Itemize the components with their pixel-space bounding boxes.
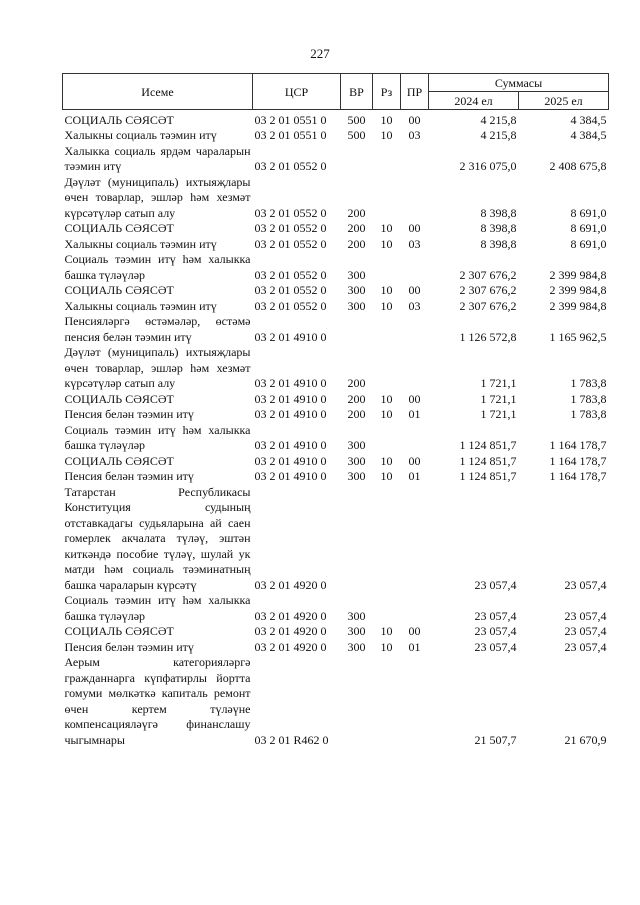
csr-cell: 03 2 01 0552 0: [254, 221, 327, 235]
amount-2025-cell: 2 399 984,8: [549, 283, 607, 297]
amount-2025-cell: 2 399 984,8: [549, 267, 607, 282]
csr-cell: 03 2 01 4910 0: [254, 453, 327, 468]
amount-2025-cell: 1 783,8: [570, 407, 607, 421]
amount-2025-cell: 1 164 178,7: [549, 453, 607, 468]
table-header: [63, 74, 609, 110]
table-row: [63, 423, 609, 454]
amount-2024-cell: 1 721,1: [480, 376, 517, 390]
amount-2024-cell: 1 721,1: [480, 407, 517, 421]
name-cell: Социаль тәэмин итү һәм халыкка башка түләүләр: [64, 422, 251, 452]
vr-cell: 300: [347, 608, 366, 623]
table-row: [63, 485, 609, 594]
vr-cell: 300: [347, 469, 366, 483]
vr-cell: 300: [347, 298, 366, 313]
amount-2024-cell: 2 307 676,2: [459, 283, 517, 297]
pr-cell: 03: [408, 298, 421, 313]
amount-2025-cell: 1 164 178,7: [549, 438, 607, 452]
csr-cell: 03 2 01 0552 0: [254, 205, 327, 220]
vr-cell: 200: [347, 376, 366, 390]
rz-cell: [373, 252, 401, 283]
table-row: [63, 407, 609, 423]
rz-cell: [373, 485, 401, 594]
pr-cell: [401, 345, 429, 392]
rz-cell: 10: [380, 639, 393, 654]
amount-2024-cell: 21 507,7: [474, 732, 517, 747]
pr-cell: 03: [408, 236, 421, 251]
name-cell: Аерым категорияләргә гражданнарга күпфатирлы йортта гомуми мөлкәткә капиталь ремонт өчен кертем түләүне компенсацияләүгә финанслашу чыгымнары: [64, 655, 251, 747]
rz-cell: 10: [380, 453, 393, 468]
table-row: [63, 110, 609, 129]
pr-cell: [401, 423, 429, 454]
vr-cell: 300: [347, 453, 366, 468]
amount-2025-cell: 8 691,0: [570, 221, 607, 235]
amount-2025-cell: 1 783,8: [570, 391, 607, 406]
table-row: [63, 640, 609, 656]
name-cell: СОЦИАЛЬ СӘЯСӘТ: [64, 624, 174, 638]
table-row: [63, 314, 609, 345]
csr-cell: 03 2 01 4920 0: [254, 608, 327, 623]
rz-cell: [373, 593, 401, 624]
csr-cell: 03 2 01 4910 0: [254, 469, 327, 483]
header-vr: ВР: [341, 74, 373, 110]
pr-cell: 00: [408, 221, 421, 235]
rz-cell: 10: [380, 283, 393, 297]
name-cell: СОЦИАЛЬ СӘЯСӘТ: [64, 112, 174, 127]
vr-cell: [341, 485, 373, 594]
vr-cell: 500: [347, 112, 366, 127]
name-cell: Татарстан Республикасы Конституция судының отставкадагы судьяларына ай саен гомерлек акчалата түләү, эштән киткәндә пособие түләү, шулай ук матди һәм социаль тәэминатның башка чараларын күрсәтү: [64, 484, 251, 592]
pr-cell: [401, 655, 429, 748]
name-cell: СОЦИАЛЬ СӘЯСӘТ: [64, 221, 174, 235]
table-body: [63, 110, 609, 749]
pr-cell: 03: [408, 128, 421, 142]
rz-cell: 10: [380, 624, 393, 638]
amount-2024-cell: 8 398,8: [480, 236, 517, 251]
rz-cell: [373, 345, 401, 392]
amount-2025-cell: 1 164 178,7: [549, 469, 607, 483]
amount-2025-cell: 1 783,8: [570, 376, 607, 390]
vr-cell: [341, 144, 373, 175]
amount-2024-cell: 2 316 075,0: [459, 159, 517, 173]
name-cell: Халыкка социаль ярдәм чараларын тәэмин итү: [64, 143, 251, 173]
pr-cell: 00: [408, 391, 421, 406]
amount-2024-cell: 2 307 676,2: [459, 267, 517, 282]
rz-cell: 10: [380, 298, 393, 313]
header-csr: ЦСР: [253, 74, 341, 110]
csr-cell: 03 2 01 0551 0: [254, 112, 327, 127]
amount-2025-cell: 4 384,5: [570, 128, 607, 142]
vr-cell: [341, 655, 373, 748]
vr-cell: [341, 314, 373, 345]
rz-cell: [373, 655, 401, 748]
name-cell: Халыкны социаль тәэмин итү: [64, 298, 217, 313]
table-row: [63, 345, 609, 392]
amount-2024-cell: 23 057,4: [474, 639, 517, 654]
header-pr: ПР: [401, 74, 429, 110]
name-cell: СОЦИАЛЬ СӘЯСӘТ: [64, 453, 174, 468]
amount-2025-cell: 23 057,4: [564, 608, 607, 623]
pr-cell: [401, 144, 429, 175]
name-cell: Пенсияләргә өстәмәләр, өстәмә пенсия белән тәэмин итү: [64, 314, 251, 344]
rz-cell: 10: [380, 236, 393, 251]
csr-cell: 03 2 01 4910 0: [254, 329, 327, 344]
table-row: [63, 624, 609, 640]
table-row: [63, 237, 609, 253]
name-cell: Дәүләт (муниципаль) ихтыяҗлары өчен товарлар, эшләр һәм хезмәт күрсәтүләр сатып алу: [64, 345, 251, 390]
rz-cell: 10: [380, 221, 393, 235]
table-row: [63, 469, 609, 485]
pr-cell: [401, 252, 429, 283]
rz-cell: [373, 175, 401, 222]
rz-cell: 10: [380, 407, 393, 421]
name-cell: Социаль тәэмин итү һәм халыкка башка түләүләр: [64, 593, 251, 623]
pr-cell: 00: [408, 112, 421, 127]
pr-cell: 00: [408, 624, 421, 638]
csr-cell: 03 2 01 4910 0: [254, 391, 327, 406]
csr-cell: 03 2 01 R462 0: [254, 732, 329, 747]
csr-cell: 03 2 01 0552 0: [254, 236, 327, 251]
name-cell: Дәүләт (муниципаль) ихтыяҗлары өчен товарлар, эшләр һәм хезмәт күрсәтүләр сатып алу: [64, 174, 251, 220]
amount-2024-cell: 8 398,8: [480, 205, 517, 220]
name-cell: Халыкны социаль тәэмин итү: [64, 236, 217, 251]
header-year-2025: 2025 ел: [519, 92, 609, 110]
vr-cell: 200: [347, 391, 366, 406]
csr-cell: 03 2 01 4920 0: [254, 624, 327, 638]
amount-2025-cell: 4 384,5: [570, 112, 607, 127]
pr-cell: [401, 175, 429, 222]
table-row: [63, 454, 609, 470]
vr-cell: 300: [347, 283, 366, 297]
csr-cell: 03 2 01 0552 0: [254, 298, 327, 313]
csr-cell: 03 2 01 0552 0: [254, 267, 327, 282]
name-cell: СОЦИАЛЬ СӘЯСӘТ: [64, 283, 174, 297]
vr-cell: 200: [347, 236, 366, 251]
amount-2024-cell: 1 124 851,7: [459, 438, 517, 452]
amount-2025-cell: 23 057,4: [564, 639, 607, 654]
table-row: [63, 392, 609, 408]
amount-2024-cell: 2 307 676,2: [459, 298, 517, 313]
header-rz: Рз: [373, 74, 401, 110]
amount-2025-cell: 23 057,4: [564, 624, 607, 638]
csr-cell: 03 2 01 4920 0: [254, 577, 327, 592]
vr-cell: 300: [347, 267, 366, 282]
header-sums: Суммасы: [429, 74, 609, 92]
amount-2024-cell: 23 057,4: [474, 577, 517, 592]
rz-cell: 10: [380, 128, 393, 142]
table-row: [63, 175, 609, 222]
rz-cell: 10: [380, 391, 393, 406]
amount-2025-cell: 8 691,0: [570, 236, 607, 251]
pr-cell: [401, 485, 429, 594]
name-cell: Пенсия белән тәэмин итү: [64, 407, 194, 421]
table-row: [63, 252, 609, 283]
table-row: [63, 283, 609, 299]
csr-cell: 03 2 01 4910 0: [254, 438, 327, 452]
amount-2025-cell: 23 057,4: [564, 577, 607, 592]
amount-2024-cell: 1 721,1: [480, 391, 517, 406]
csr-cell: 03 2 01 0552 0: [254, 283, 327, 297]
amount-2024-cell: 8 398,8: [480, 221, 517, 235]
header-name: Исеме: [63, 74, 253, 110]
amount-2024-cell: 23 057,4: [474, 624, 517, 638]
page-number: 227: [310, 46, 330, 61]
amount-2025-cell: 1 165 962,5: [549, 329, 607, 344]
name-cell: Халыкны социаль тәэмин итү: [64, 128, 217, 142]
rz-cell: 10: [380, 469, 393, 483]
vr-cell: 300: [347, 438, 366, 452]
amount-2025-cell: 8 691,0: [570, 205, 607, 220]
pr-cell: 01: [408, 469, 421, 483]
budget-table: [62, 73, 609, 748]
amount-2024-cell: 1 126 572,8: [459, 329, 517, 344]
name-cell: Социаль тәэмин итү һәм халыкка башка түләүләр: [64, 252, 251, 282]
vr-cell: 300: [347, 639, 366, 654]
csr-cell: 03 2 01 4910 0: [254, 407, 327, 421]
name-cell: Пенсия белән тәэмин итү: [64, 469, 194, 483]
amount-2024-cell: 23 057,4: [474, 608, 517, 623]
pr-cell: 01: [408, 407, 421, 421]
table-row: [63, 221, 609, 237]
amount-2025-cell: 21 670,9: [564, 732, 607, 747]
rz-cell: [373, 314, 401, 345]
vr-cell: 200: [347, 205, 366, 220]
table-row: [63, 299, 609, 315]
amount-2025-cell: 2 408 675,8: [549, 159, 607, 173]
amount-2024-cell: 4 215,8: [480, 112, 517, 127]
table-row: [63, 128, 609, 144]
pr-cell: 00: [408, 453, 421, 468]
vr-cell: 200: [347, 221, 366, 235]
table-row: [63, 593, 609, 624]
amount-2024-cell: 1 124 851,7: [459, 453, 517, 468]
vr-cell: 300: [347, 624, 366, 638]
name-cell: Пенсия белән тәэмин итү: [64, 639, 194, 654]
header-year-2024: 2024 ел: [429, 92, 519, 110]
pr-cell: [401, 593, 429, 624]
table-row: [63, 144, 609, 175]
amount-2024-cell: 1 124 851,7: [459, 469, 517, 483]
pr-cell: 00: [408, 283, 421, 297]
vr-cell: 500: [347, 128, 366, 142]
pr-cell: 01: [408, 639, 421, 654]
csr-cell: 03 2 01 4910 0: [254, 376, 327, 390]
rz-cell: [373, 144, 401, 175]
rz-cell: 10: [380, 112, 393, 127]
amount-2024-cell: 4 215,8: [480, 128, 517, 142]
csr-cell: 03 2 01 0551 0: [254, 128, 327, 142]
vr-cell: 200: [347, 407, 366, 421]
pr-cell: [401, 314, 429, 345]
csr-cell: 03 2 01 0552 0: [254, 159, 327, 173]
rz-cell: [373, 423, 401, 454]
amount-2025-cell: 2 399 984,8: [549, 298, 607, 313]
csr-cell: 03 2 01 4920 0: [254, 639, 327, 654]
name-cell: СОЦИАЛЬ СӘЯСӘТ: [64, 391, 174, 406]
table-row: [63, 655, 609, 748]
